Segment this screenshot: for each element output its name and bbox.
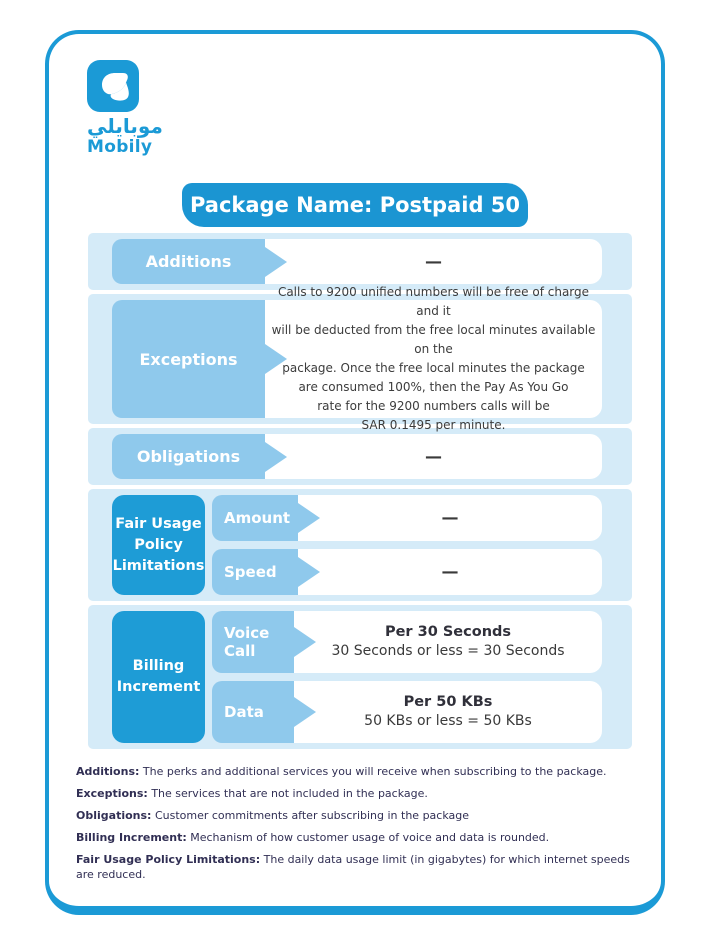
- footnote-fair-usage: [76, 852, 644, 882]
- obligations-value-text: —: [425, 446, 442, 467]
- exceptions-line: package. Once the free local minutes the package: [282, 361, 585, 375]
- exceptions-row: [112, 285, 602, 432]
- billing-increment-group: [112, 611, 602, 743]
- footnote-billing-increment: [76, 830, 644, 845]
- speed-row: [212, 549, 602, 595]
- footnote-text: The perks and additional services you will receive when subscribing to the package.: [142, 765, 607, 778]
- data-rule-title: Per 50 KBs: [403, 694, 493, 710]
- footnote-term: Additions:: [76, 765, 140, 778]
- mobily-logo-icon: [87, 60, 139, 112]
- footnote-text: Customer commitments after subscribing in the package: [154, 809, 470, 822]
- amount-label-text: Amount: [224, 509, 291, 527]
- package-details: [88, 233, 632, 749]
- speed-label-text: Speed: [224, 563, 277, 581]
- fair-usage-title-line: Policy: [134, 536, 183, 553]
- voice-call-rule-title: Per 30 Seconds: [384, 624, 512, 640]
- voice-call-value: [294, 611, 602, 673]
- fair-usage-section: [88, 489, 632, 601]
- data-row: [212, 681, 602, 743]
- definitions-footnotes: [76, 764, 644, 882]
- obligations-label-text: Obligations: [136, 447, 241, 466]
- data-label: [212, 681, 294, 743]
- amount-row: [212, 495, 602, 541]
- fair-usage-title-box: [112, 495, 205, 595]
- package-info-card: [45, 30, 665, 915]
- voice-call-label: [212, 611, 294, 673]
- speed-label: [212, 549, 298, 595]
- voice-call-rule-detail: 30 Seconds or less = 30 Seconds: [331, 643, 565, 659]
- billing-title-line: Increment: [116, 679, 201, 695]
- footnote-additions: [76, 764, 644, 779]
- exceptions-label-text: Exceptions: [139, 349, 238, 369]
- obligations-value: [265, 434, 602, 479]
- footnote-term: Obligations:: [76, 809, 152, 822]
- footnote-obligations: [76, 808, 644, 823]
- footnote-term: Billing Increment:: [76, 831, 187, 844]
- chevron-right-icon: [294, 627, 316, 657]
- exceptions-label: [112, 300, 265, 418]
- chevron-right-icon: [294, 697, 316, 727]
- exceptions-line: will be deducted from the free local minutes available on the: [271, 323, 596, 356]
- additions-row: [112, 239, 602, 284]
- exceptions-line: Calls to 9200 unified numbers will be free of charge and it: [277, 285, 590, 318]
- fair-usage-title-line: Fair Usage: [115, 515, 202, 532]
- package-name-header: Package Name: Postpaid 50: [182, 183, 528, 227]
- amount-value: [298, 495, 602, 541]
- exceptions-section: [88, 285, 632, 432]
- data-value: [294, 681, 602, 743]
- additions-label: [112, 239, 265, 284]
- chevron-right-icon: [265, 442, 287, 472]
- footnote-term: Fair Usage Policy Limitations:: [76, 853, 261, 866]
- obligations-section: [88, 428, 632, 485]
- billing-title-line: Billing: [132, 658, 185, 674]
- additions-value-text: —: [425, 251, 442, 272]
- data-label-text: Data: [224, 703, 264, 721]
- exceptions-line: rate for the 9200 numbers calls will be: [317, 399, 550, 413]
- footnote-term: Exceptions:: [76, 787, 148, 800]
- obligations-row: [112, 434, 602, 479]
- obligations-label: [112, 434, 265, 479]
- speed-value: [298, 549, 602, 595]
- amount-value-text: —: [441, 508, 459, 528]
- billing-increment-section: [88, 605, 632, 749]
- footnote-text: The daily data usage limit (in gigabytes) for which internet speeds are reduced.: [76, 853, 630, 881]
- exceptions-line: SAR 0.1495 per minute.: [361, 418, 506, 432]
- billing-increment-title-box: [112, 611, 205, 743]
- chevron-right-icon: [298, 557, 320, 587]
- fair-usage-group: [112, 495, 602, 595]
- fair-usage-rows: [212, 495, 602, 595]
- voice-call-row: [212, 611, 602, 673]
- chevron-right-icon: [265, 344, 287, 374]
- footnote-text: The services that are not included in the package.: [151, 787, 428, 800]
- footnote-exceptions: [76, 786, 644, 801]
- exceptions-value: [265, 285, 602, 432]
- mobily-logo: [87, 60, 197, 157]
- fair-usage-title-line: Limitations: [112, 557, 205, 574]
- chevron-right-icon: [265, 247, 287, 277]
- additions-section: [88, 233, 632, 290]
- footnote-text: Mechanism of how customer usage of voice and data is rounded.: [190, 831, 550, 844]
- speed-value-text: —: [441, 562, 459, 582]
- amount-label: [212, 495, 298, 541]
- exceptions-line: are consumed 100%, then the Pay As You Go: [298, 380, 569, 394]
- mobily-logo-arabic: موبايلي: [87, 114, 163, 138]
- mobily-logo-latin: Mobily: [87, 137, 153, 157]
- chevron-right-icon: [298, 503, 320, 533]
- additions-value: [265, 239, 602, 284]
- data-rule-detail: 50 KBs or less = 50 KBs: [364, 713, 532, 729]
- billing-rows: [212, 611, 602, 743]
- voice-call-label-text: Voice Call: [224, 624, 270, 660]
- additions-label-text: Additions: [145, 252, 232, 271]
